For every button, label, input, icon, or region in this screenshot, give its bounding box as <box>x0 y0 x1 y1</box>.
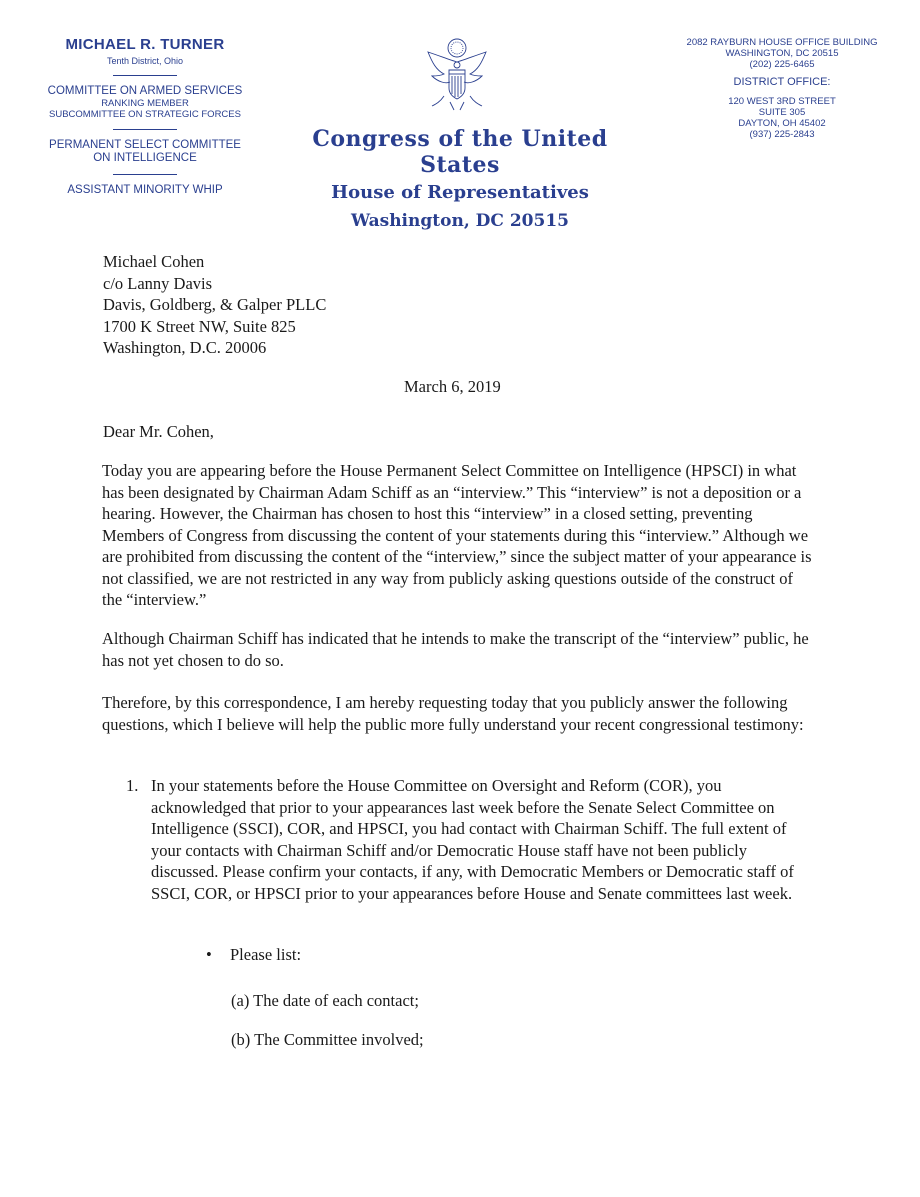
committee-intelligence-line1: PERMANENT SELECT COMMITTEE <box>49 139 241 151</box>
letter-date: March 6, 2019 <box>404 377 501 396</box>
bullet-item <box>206 944 301 966</box>
address-line: 1700 K Street NW, Suite 825 <box>103 316 296 336</box>
member-district: Tenth District, Ohio <box>106 56 184 66</box>
paragraph-1: Today you are appearing before the House Permanent Select Committee on Intelligence (HPSCI) in what has been designated by Chairman Adam Schiff as an “interview.” This “interview” is not a deposition or a hearing. However, the Chairman has chosen to host this “interview” in a closed setting, preventing Members of Congress from discussing the content of your statements during this “interview.” Although we are prohibited from discussing the content of the “interview,” since the subject matter of your appearance is not classified, we are not restricted in any way from publicly asking questions outside of the construct of the “interview.” <box>102 461 812 609</box>
paragraph-2: Although Chairman Schiff has indicated that he intends to make the transcript of the “interview” public, he has not yet chosen to do so. <box>102 629 809 670</box>
divider <box>113 174 177 175</box>
district-office-label: DISTRICT OFFICE: <box>733 76 831 88</box>
letterhead-right <box>672 37 892 140</box>
letterhead-left <box>30 36 260 197</box>
great-seal-icon <box>420 36 494 114</box>
question-number: 1. <box>126 776 139 795</box>
member-name: MICHAEL R. TURNER <box>65 36 225 53</box>
address-line: Washington, D.C. 20006 <box>103 338 267 357</box>
district-office-line1: 120 WEST 3RD STREET <box>728 96 836 107</box>
letterhead-title <box>270 126 650 231</box>
address-line: Davis, Goldberg, & Galper PLLC <box>103 295 327 314</box>
committee-intelligence-line2: ON INTELLIGENCE <box>93 152 197 164</box>
bullet-icon: • <box>206 945 212 964</box>
address-line: Michael Cohen <box>103 252 205 271</box>
dc-office-line2: WASHINGTON, DC 20515 <box>725 48 839 59</box>
district-office-phone: (937) 225-2843 <box>749 129 815 140</box>
sub-item-a: (a) The date of each contact; <box>231 991 419 1010</box>
district-office-line2: SUITE 305 <box>758 107 806 118</box>
committee-armed-services: COMMITTEE ON ARMED SERVICES <box>47 85 243 97</box>
sub-item-b: (b) The Committee involved; <box>231 1030 424 1049</box>
title-house: House of Representatives <box>331 182 589 203</box>
district-office-line3: DAYTON, OH 45402 <box>738 118 826 129</box>
minority-whip: ASSISTANT MINORITY WHIP <box>67 184 223 196</box>
divider <box>113 75 177 76</box>
title-washington: Washington, DC 20515 <box>351 211 569 231</box>
title-congress: Congress of the United States <box>312 126 608 178</box>
divider <box>113 129 177 130</box>
paragraph-3: Therefore, by this correspondence, I am hereby requesting today that you publicly answer the following questions, which I believe will help the public more fully understand your recent congressional testimony: <box>102 693 804 734</box>
dc-office-line1: 2082 RAYBURN HOUSE OFFICE BUILDING <box>686 37 878 48</box>
recipient-address <box>103 251 326 359</box>
subcommittee-strategic-forces: SUBCOMMITTEE ON STRATEGIC FORCES <box>49 109 241 120</box>
salutation: Dear Mr. Cohen, <box>103 422 214 441</box>
address-line: c/o Lanny Davis <box>103 273 213 293</box>
ranking-member: RANKING MEMBER <box>101 98 189 109</box>
question-text: In your statements before the House Committee on Oversight and Reform (COR), you acknowledged that prior to your appearances last week before the Senate Select Committee on Intelligence (SSCI), COR, and HPSCI, you had contact with Chairman Schiff. The full extent of your contacts with Chairman Schiff and/or Democratic House staff have not been publicly discussed. Please confirm your contacts, if any, with Democratic Members or Democratic staff of SSCI, COR, or HPSCI prior to your appearances before House and Senate committees last week. <box>151 776 794 903</box>
dc-office-phone: (202) 225-6465 <box>749 59 815 70</box>
bullet-text: Please list: <box>230 945 302 964</box>
